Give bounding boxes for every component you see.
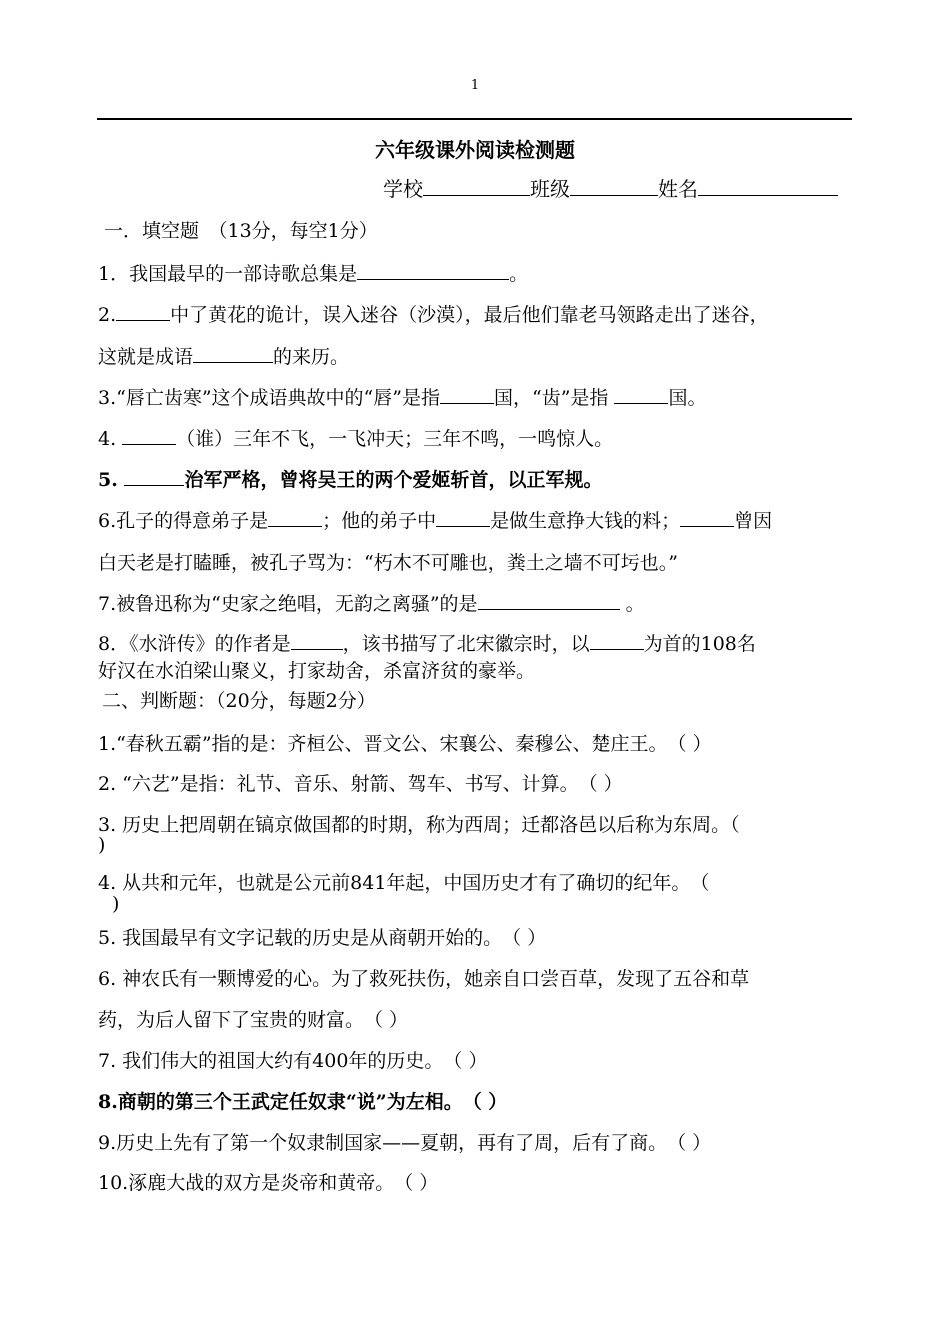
judge-item-3: 3. 历史上把周朝在镐京做国都的时期，称为西周；迁都洛邑以后称为东周。（ xyxy=(98,814,740,836)
class-blank[interactable] xyxy=(570,175,658,196)
answer-blank[interactable] xyxy=(268,506,322,527)
judge-item-1: 1.“春秋五霸”指的是：齐桓公、晋文公、宋襄公、秦穆公、楚庄王。 （ ） xyxy=(98,733,712,755)
judge-item-6-cont: 药，为后人留下了宝贵的财富。 （ ） xyxy=(98,1009,409,1031)
question-4: 4. （谁）三年不飞，一飞冲天；三年不鸣，一鸣惊人。 xyxy=(98,424,613,451)
judge-item-7: 7. 我们伟大的祖国大约有400年的历史。 （ ） xyxy=(98,1050,488,1072)
answer-blank[interactable] xyxy=(116,300,170,321)
answer-blank[interactable] xyxy=(614,383,668,404)
name-label: 姓名 xyxy=(658,177,698,201)
question-6-cont: 白天老是打瞌睡，被孔子骂为：“朽木不可雕也，粪土之墙不可圬也。” xyxy=(98,552,678,574)
judge-item-5: 5. 我国最早有文字记载的历史是从商朝开始的。 （ ） xyxy=(98,927,547,949)
judge-item-4-paren: ) xyxy=(112,893,120,915)
question-8: 8．《水浒传》的作者是 ，该书描写了北宋徽宗时，以 为首的108名 xyxy=(98,629,756,656)
header-rule xyxy=(97,118,852,120)
judge-item-6: 6. 神农氏有一颗博爱的心。为了救死扶伤，她亲自口尝百草，发现了五谷和草 xyxy=(98,968,750,990)
question-2-cont: 这就是成语 的来历。 xyxy=(98,342,349,369)
section1-heading: 一．填空题 （13分，每空1分） xyxy=(104,220,378,242)
page-number: 1 xyxy=(470,78,480,93)
answer-blank[interactable] xyxy=(440,383,494,404)
answer-blank[interactable] xyxy=(478,589,620,610)
student-info-fields xyxy=(383,173,838,202)
question-7: 7.被鲁迅称为“史家之绝唱，无韵之离骚”的是 。 xyxy=(98,589,645,616)
judge-item-3-paren: ) xyxy=(98,834,106,856)
name-blank[interactable] xyxy=(698,175,838,196)
answer-blank[interactable] xyxy=(291,629,343,650)
question-3: 3.“唇亡齿寒”这个成语典故中的“唇”是指 国，“齿”是指 国。 xyxy=(98,383,706,410)
question-5: 5. 治军严格，曾将吴王的两个爱姬斩首，以正军规。 xyxy=(98,465,602,492)
class-label: 班级 xyxy=(530,177,570,201)
judge-item-9: 9.历史上先有了第一个奴隶制国家——夏朝，再有了周，后有了商。 （ ） xyxy=(98,1132,712,1154)
answer-blank[interactable] xyxy=(590,629,644,650)
answer-blank[interactable] xyxy=(680,506,734,527)
section2-heading: 二、判断题：（20分，每题2分） xyxy=(102,690,376,712)
page-title: 六年级课外阅读检测题 xyxy=(375,138,575,162)
answer-blank[interactable] xyxy=(122,424,176,445)
question-6: 6.孔子的得意弟子是 ；他的弟子中 是做生意挣大钱的料； 曾因 xyxy=(98,506,772,533)
school-label: 学校 xyxy=(383,177,423,201)
question-8-cont: 好汉在水泊梁山聚义，打家劫舍，杀富济贫的豪举。 xyxy=(98,660,536,682)
question-1: 1．我国最早的一部诗歌总集是 。 xyxy=(98,259,528,286)
judge-item-4: 4. 从共和元年，也就是公元前841年起，中国历史才有了确切的纪年。 （ xyxy=(98,872,710,894)
answer-blank[interactable] xyxy=(357,259,509,280)
answer-blank[interactable] xyxy=(436,506,490,527)
answer-blank[interactable] xyxy=(193,342,273,363)
judge-item-10: 10.涿鹿大战的双方是炎帝和黄帝。 （ ） xyxy=(98,1172,439,1194)
judge-item-8: 8.商朝的第三个王武定任奴隶“说”为左相。 （ ） xyxy=(98,1091,508,1113)
school-blank[interactable] xyxy=(423,175,530,196)
question-2: 2. 中了黄花的诡计，误入迷谷（沙漠），最后他们靠老马领路走出了迷谷， xyxy=(98,300,769,327)
judge-item-2: 2. “六艺”是指：礼节、音乐、射箭、驾车、书写、计算。 （ ） xyxy=(98,773,623,795)
answer-blank[interactable] xyxy=(124,465,184,486)
